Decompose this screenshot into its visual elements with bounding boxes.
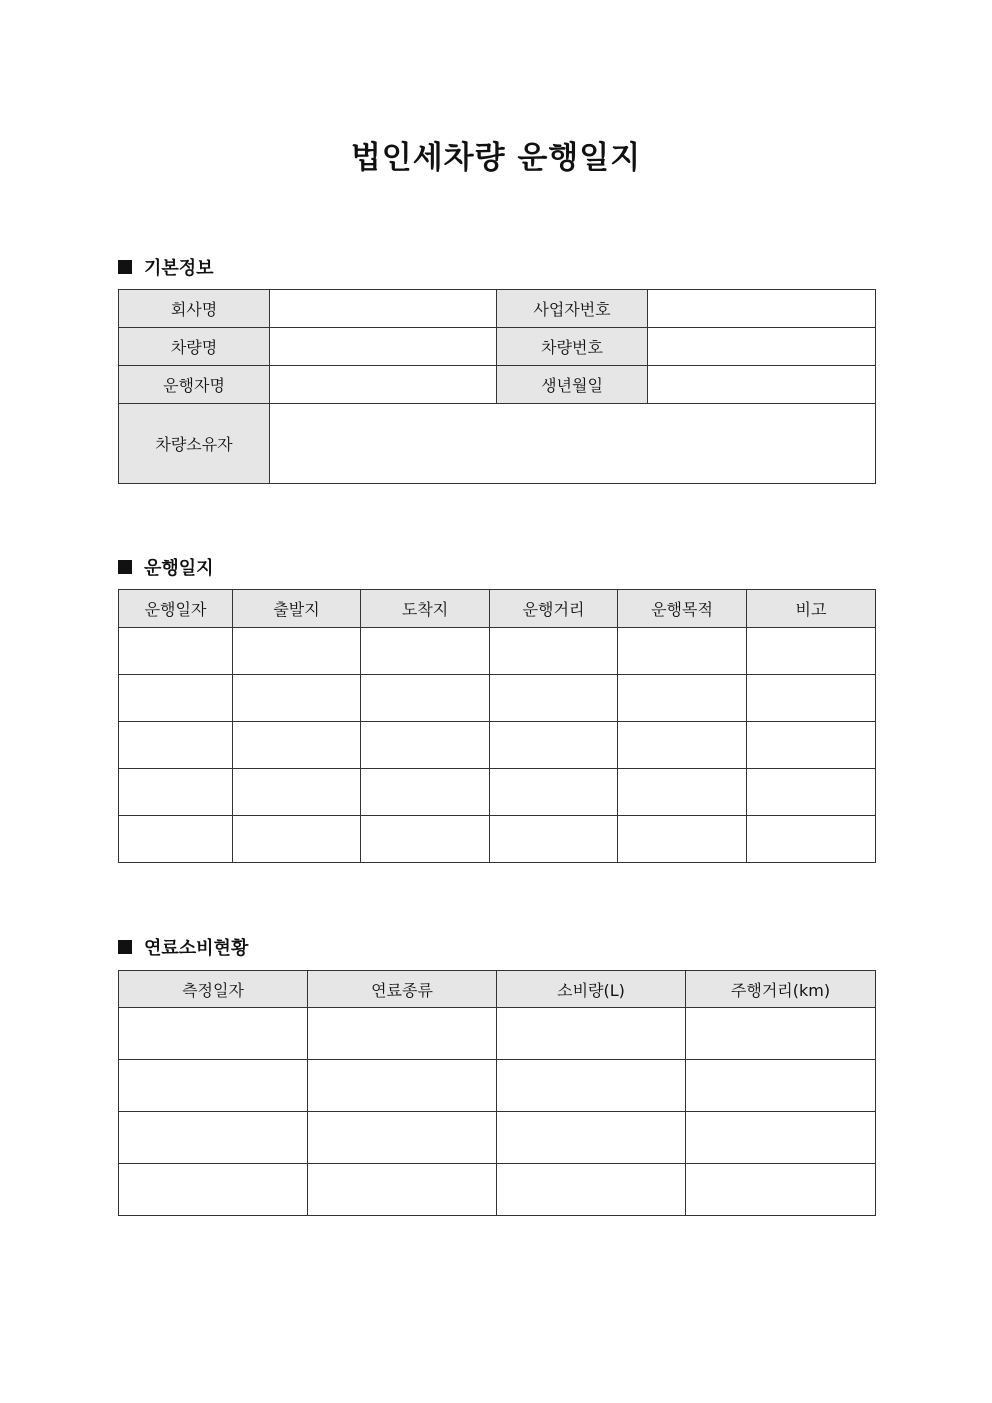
- table-cell[interactable]: [119, 1112, 308, 1164]
- table-cell[interactable]: [361, 816, 490, 863]
- basic-info-heading-label: 기본정보: [144, 258, 214, 279]
- page-title: 법인세차량 운행일지: [350, 140, 642, 176]
- table-row: [119, 328, 876, 366]
- table-cell[interactable]: [747, 816, 876, 863]
- vehicle-name-label: 차량명: [119, 328, 270, 366]
- table-cell[interactable]: [618, 675, 747, 722]
- vehicle-name-field[interactable]: [270, 328, 497, 366]
- table-cell[interactable]: [361, 722, 490, 769]
- fuel-heading: [118, 934, 248, 960]
- table-cell[interactable]: [308, 1164, 497, 1216]
- table-cell[interactable]: [233, 722, 361, 769]
- table-row: [119, 769, 876, 816]
- column-header: 소비량(L): [497, 971, 686, 1008]
- table-cell[interactable]: [490, 722, 618, 769]
- table-cell[interactable]: [361, 675, 490, 722]
- table-cell[interactable]: [747, 628, 876, 675]
- table-header-row: [119, 971, 876, 1008]
- table-row: [119, 1164, 876, 1216]
- table-cell[interactable]: [490, 628, 618, 675]
- column-header: 운행목적: [618, 590, 747, 628]
- owner-field[interactable]: [270, 404, 876, 484]
- table-cell[interactable]: [119, 628, 233, 675]
- table-cell[interactable]: [618, 628, 747, 675]
- table-cell[interactable]: [497, 1112, 686, 1164]
- table-cell[interactable]: [747, 722, 876, 769]
- company-label: 회사명: [119, 290, 270, 328]
- basic-info-table: [118, 289, 876, 484]
- table-row: [119, 816, 876, 863]
- table-cell[interactable]: [308, 1112, 497, 1164]
- table-cell[interactable]: [618, 722, 747, 769]
- driver-label: 운행자명: [119, 366, 270, 404]
- table-cell[interactable]: [119, 1060, 308, 1112]
- table-row: [119, 404, 876, 484]
- driving-log-heading: [118, 554, 214, 580]
- fuel-table: [118, 970, 876, 1216]
- table-row: [119, 628, 876, 675]
- column-header: 비고: [747, 590, 876, 628]
- table-row: [119, 675, 876, 722]
- square-bullet-icon: [118, 260, 132, 274]
- table-row: [119, 1060, 876, 1112]
- table-cell[interactable]: [361, 769, 490, 816]
- square-bullet-icon: [118, 940, 132, 954]
- table-cell[interactable]: [119, 1008, 308, 1060]
- column-header: 운행거리: [490, 590, 618, 628]
- column-header: 도착지: [361, 590, 490, 628]
- table-cell[interactable]: [497, 1060, 686, 1112]
- table-cell[interactable]: [497, 1164, 686, 1216]
- square-bullet-icon: [118, 560, 132, 574]
- table-cell[interactable]: [497, 1008, 686, 1060]
- table-cell[interactable]: [361, 628, 490, 675]
- table-row: [119, 1112, 876, 1164]
- table-cell[interactable]: [490, 769, 618, 816]
- table-cell[interactable]: [233, 769, 361, 816]
- column-header: 측정일자: [119, 971, 308, 1008]
- table-cell[interactable]: [618, 816, 747, 863]
- table-cell[interactable]: [233, 675, 361, 722]
- table-cell[interactable]: [119, 1164, 308, 1216]
- column-header: 연료종류: [308, 971, 497, 1008]
- table-cell[interactable]: [490, 675, 618, 722]
- table-cell[interactable]: [747, 769, 876, 816]
- table-header-row: [119, 590, 876, 628]
- basic-info-heading: [118, 254, 214, 280]
- vehicle-no-label: 차량번호: [497, 328, 648, 366]
- column-header: 주행거리(km): [686, 971, 876, 1008]
- table-cell[interactable]: [618, 769, 747, 816]
- business-no-field[interactable]: [648, 290, 876, 328]
- table-cell[interactable]: [686, 1008, 876, 1060]
- driver-field[interactable]: [270, 366, 497, 404]
- table-cell[interactable]: [686, 1060, 876, 1112]
- table-cell[interactable]: [233, 628, 361, 675]
- table-cell[interactable]: [119, 675, 233, 722]
- table-cell[interactable]: [308, 1008, 497, 1060]
- birth-label: 생년월일: [497, 366, 648, 404]
- table-cell[interactable]: [308, 1060, 497, 1112]
- column-header: 출발지: [233, 590, 361, 628]
- table-cell[interactable]: [686, 1112, 876, 1164]
- fuel-heading-label: 연료소비현황: [144, 938, 249, 959]
- table-row: [119, 366, 876, 404]
- table-cell[interactable]: [686, 1164, 876, 1216]
- table-cell[interactable]: [490, 816, 618, 863]
- driving-log-heading-label: 운행일지: [144, 558, 214, 579]
- table-row: [119, 290, 876, 328]
- table-cell[interactable]: [747, 675, 876, 722]
- table-cell[interactable]: [119, 816, 233, 863]
- vehicle-no-field[interactable]: [648, 328, 876, 366]
- column-header: 운행일자: [119, 590, 233, 628]
- table-cell[interactable]: [119, 722, 233, 769]
- table-cell[interactable]: [233, 816, 361, 863]
- company-field[interactable]: [270, 290, 497, 328]
- table-row: [119, 1008, 876, 1060]
- owner-label: 차량소유자: [119, 404, 270, 484]
- table-cell[interactable]: [119, 769, 233, 816]
- driving-log-table: [118, 589, 876, 863]
- business-no-label: 사업자번호: [497, 290, 648, 328]
- table-row: [119, 722, 876, 769]
- birth-field[interactable]: [648, 366, 876, 404]
